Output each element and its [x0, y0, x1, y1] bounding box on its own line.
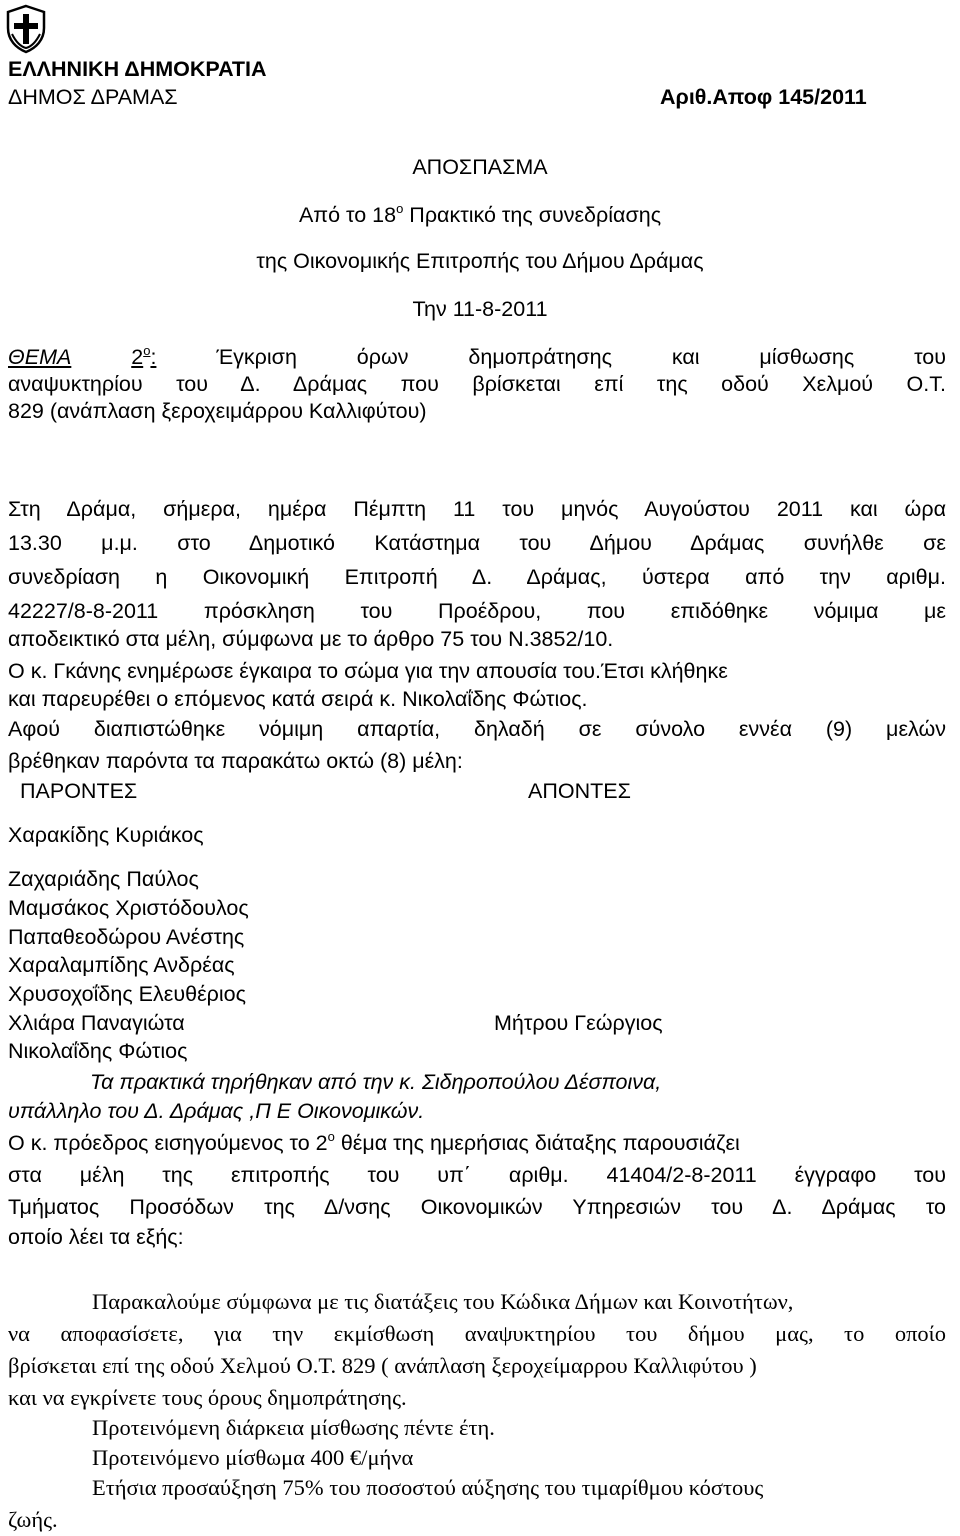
rapporteur-line-3: Τμήματος Προσόδων της Δ/νσης Οικονομικών Υπηρεσιών του Δ. Δράμας το [8, 1195, 946, 1219]
body-line: και παρευρέθει ο επόμενος κατά σειρά κ. Νικολαΐδης Φώτιος. [8, 687, 588, 711]
rapporteur-line-2: στα μέλη της επιτροπής του υπ΄ αριθμ. 41404/2-8-2011 έγγραφο του [8, 1163, 946, 1187]
minutes-keeper-line-2: υπάλληλο του Δ. Δράμας ,Π Ε Οικονομικών. [8, 1099, 425, 1123]
decision-number: Αριθ.Αποφ 145/2011 [660, 85, 867, 109]
body-line: αποδεικτικό στα μέλη, σύμφωνα με το άρθρο 75 του Ν.3852/10. [8, 627, 614, 651]
rapporteur-line-4: οποίο λέει τα εξής: [8, 1225, 184, 1249]
absent-member: Μήτρου Γεώργιος [494, 1011, 663, 1035]
body-line: συνεδρίαση η Οικονομική Επιτροπή Δ. Δράμας, ύστερα από την αριθμ. [8, 565, 946, 589]
minutes-title: Από το $18^o$ Πρακτικό της συνεδρίασης [298, 201, 662, 227]
present-member: Χλιάρα Παναγιώτα [8, 1011, 185, 1035]
quoted-line: βρίσκεται επί της οδού Χελμού Ο.Τ. 829 ( ανάπλαση ξεροχείμαρρου Καλλιφύτου ) [8, 1353, 757, 1378]
present-member: Χαρακίδης Κυριάκος [8, 823, 204, 847]
quoted-line: Παρακαλούμε σύμφωνα με τις διατάξεις του Κώδικα Δήμων και Κοινοτήτων, [92, 1289, 794, 1314]
minutes-keeper-line-1: Τα πρακτικά τηρήθηκαν από την κ. Σιδηροπούλου Δέσποινα, [90, 1070, 662, 1094]
present-header: ΠΑΡΟΝΤΕΣ [20, 779, 138, 803]
meeting-date: Την 11-8-2011 [412, 297, 548, 321]
committee-title: της Οικονομικής Επιτροπής του Δήμου Δράμας [256, 249, 704, 273]
present-member: Παπαθεοδώρου Ανέστης [8, 925, 245, 949]
subject-line-2: αναψυκτηρίου του Δ. Δράμας που βρίσκεται επί της οδού Χελμού Ο.Τ. [8, 372, 946, 396]
body-line: βρέθηκαν παρόντα τα παρακάτω οκτώ (8) μέλη: [8, 749, 463, 773]
present-member: Ζαχαριάδης Παύλος [8, 867, 199, 891]
quoted-line: Προτεινόμενη διάρκεια μίσθωσης πέντε έτη. [92, 1415, 495, 1440]
present-member: Νικολαΐδης Φώτιος [8, 1039, 188, 1063]
quoted-line: ζωής. [8, 1507, 58, 1532]
greek-coat-of-arms-icon [4, 4, 48, 54]
body-line: Αφού διαπιστώθηκε νόμιμη απαρτία, δηλαδή σε σύνολο εννέα (9) μελών [8, 717, 946, 741]
quoted-line: Ετήσια προσαύξηση 75% του ποσοστού αύξησης του τιμαρίθμου κόστους [92, 1475, 764, 1500]
rapporteur-line-1: Ο κ. πρόεδρος εισηγούμενος το $2^o$ θέμα της ημερήσιας διάταξης παρουσιάζει [8, 1129, 740, 1155]
body-line: 42227/8-8-2011 πρόσκληση του Προέδρου, που επιδόθηκε νόμιμα με [8, 599, 946, 623]
quoted-line: Προτεινόμενο μίσθωμα 400 €/μήνα [92, 1445, 414, 1470]
present-member: Χρυσοχοΐδης Ελευθέριος [8, 982, 246, 1006]
republic-title: ΕΛΛΗΝΙΚΗ ΔΗΜΟΚΡΑΤΙΑ [8, 57, 267, 81]
quoted-line: και να εγκρίνετε τους όρους δημοπράτησης. [8, 1385, 407, 1410]
subject-line-1: ΘΕΜΑ $2^o$: Έγκριση όρων δημοπράτησης και μίσθωσης του [8, 343, 946, 369]
excerpt-title: ΑΠΟΣΠΑΣΜΑ [412, 155, 548, 179]
quoted-line: να αποφασίσετε, για την εκμίσθωση αναψυκτηρίου του δήμου μας, το οποίο [8, 1321, 946, 1346]
absent-header: ΑΠΟΝΤΕΣ [528, 779, 631, 803]
body-line: Ο κ. Γκάνης ενημέρωσε έγκαιρα το σώμα για την απουσία του.Έτσι κλήθηκε [8, 659, 728, 683]
body-line: Στη Δράμα, σήμερα, ημέρα Πέμπτη 11 του μηνός Αυγούστου 2011 και ώρα [8, 497, 946, 521]
present-member: Χαραλαμπίδης Ανδρέας [8, 953, 235, 977]
subject-line-3: 829 (ανάπλαση ξεροχειμάρρου Καλλιφύτου) [8, 399, 427, 423]
municipality-name: ΔΗΜΟΣ ΔΡΑΜΑΣ [8, 85, 178, 109]
present-member: Μαμσάκος Χριστόδουλος [8, 896, 249, 920]
body-line: 13.30 μ.μ. στο Δημοτικό Κατάστημα του Δήμου Δράμας συνήλθε σε [8, 531, 946, 555]
